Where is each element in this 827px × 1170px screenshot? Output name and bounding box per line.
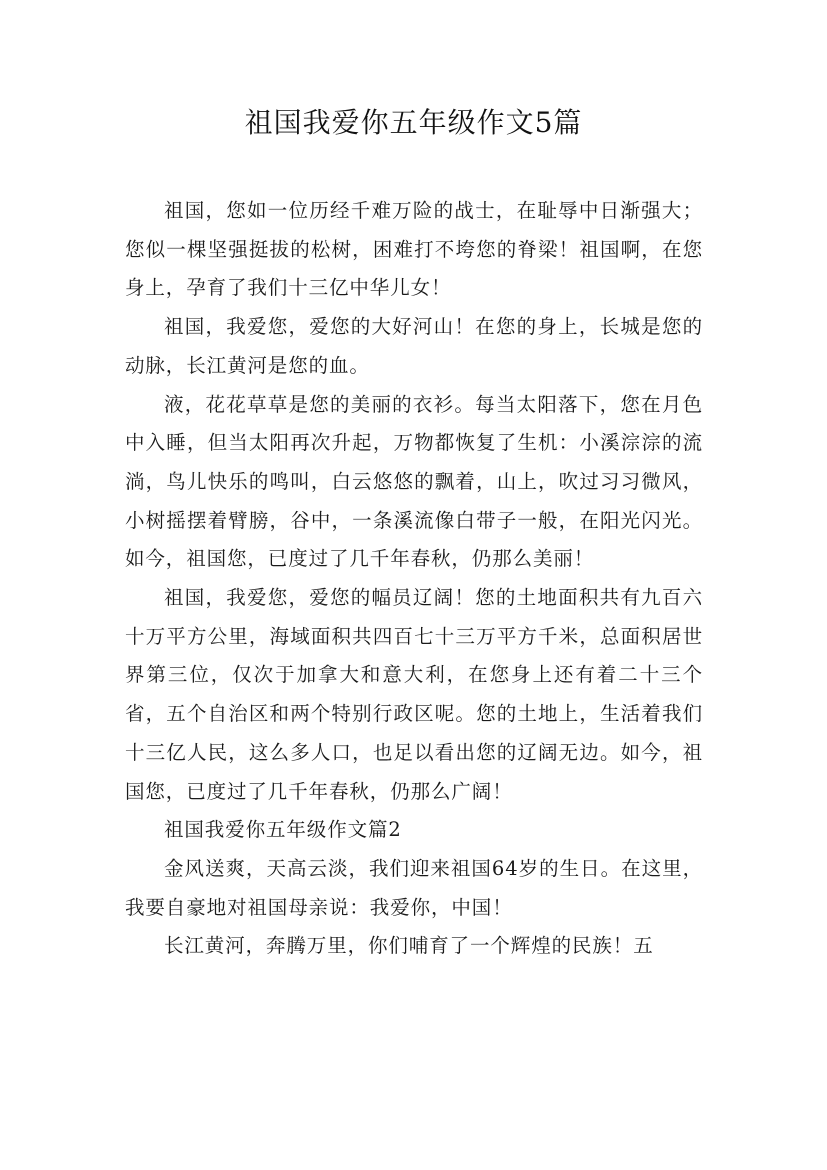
paragraph-4: 祖国，我爱您，爱您的幅员辽阔！您的土地面积共有九百六十万平方公里，海域面积共四百七十三万平方千米，总面积居世界第三位，仅次于加拿大和意大利，在您身上还有着二十三个省，五个自治区和两个特别行政区呢。您的土地上，生活着我们十三亿人民，这么多人口，也足以看出您的辽阔无边。如今，祖国您，已度过了几千年春秋，仍那么广阔！ — [125, 586, 703, 803]
paragraph-1: 祖国，您如一位历经千难万险的战士，在耻辱中日渐强大；您似一棵坚强挺拔的松树，困难打不垮您的脊梁！祖国啊，在您身上，孕育了我们十三亿中华儿女！ — [125, 199, 703, 300]
document-body — [125, 192, 703, 966]
paragraph-2: 祖国，我爱您，爱您的大好河山！在您的身上，长城是您的动脉，长江黄河是您的血。 — [125, 315, 703, 377]
document-title: 祖国我爱你五年级作文5篇 — [244, 106, 583, 139]
section-heading-2: 祖国我爱你五年级作文篇2 — [164, 818, 402, 842]
paragraph-5: 金风送爽，天高云淡，我们迎来祖国64岁的生日。在这里，我要自豪地对祖国母亲说：我爱你，中国！ — [125, 856, 703, 919]
paragraph-3: 液，花花草草是您的美丽的衣衫。每当太阳落下，您在月色中入睡，但当太阳再次升起，万物都恢复了生机：小溪淙淙的流淌，鸟儿快乐的鸣叫，白云悠悠的飘着，山上，吹过习习微风，小树摇摆着臂膀，谷中，一条溪流像白带子一般，在阳光闪光。如今，祖国您，已度过了几千年春秋，仍那么美丽！ — [125, 392, 703, 571]
paragraph-6: 长江黄河，奔腾万里，你们哺育了一个辉煌的民族！五 — [164, 934, 654, 958]
